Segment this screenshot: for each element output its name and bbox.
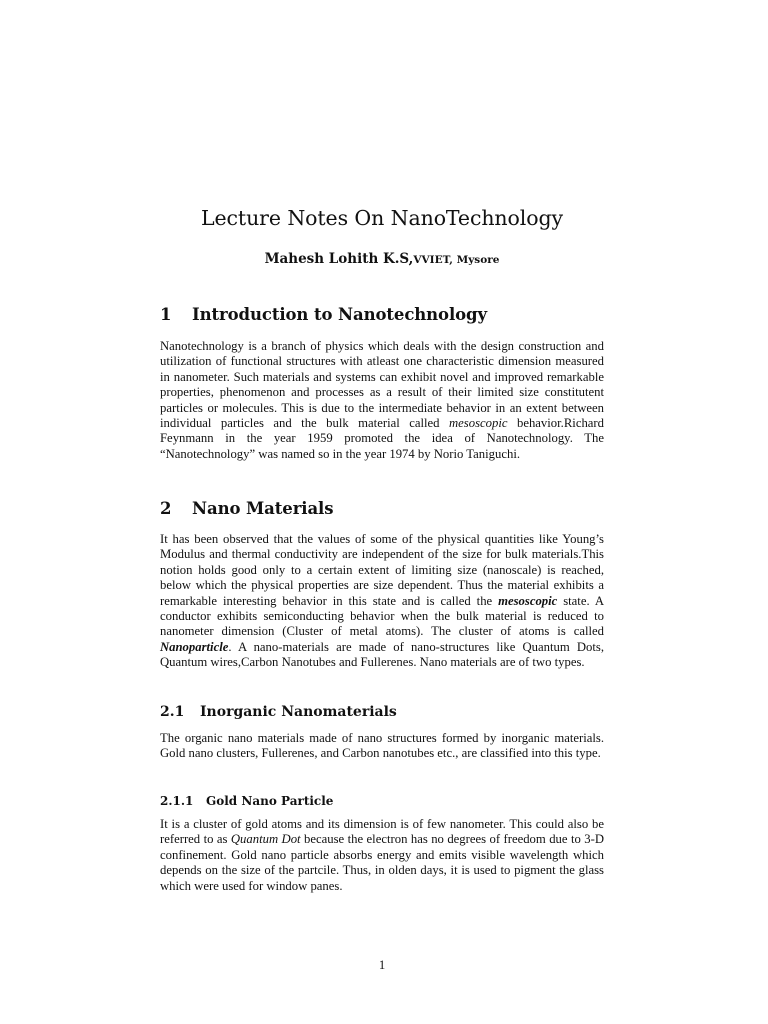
section-title: Introduction to Nanotechnology [192, 305, 487, 324]
subsubsection-title: Gold Nano Particle [206, 794, 334, 808]
paragraph-text: behavior.Richard Feynmann in the year 1959 promoted the idea of Nanotechnology. The “Nanotechnology” was named so in the year 1974 by Norio Taniguchi. [160, 416, 604, 461]
author-name: Mahesh Lohith K.S, [264, 251, 414, 267]
section-introduction [160, 305, 604, 462]
subsection-title: Inorganic Nanomaterials [200, 704, 397, 720]
subsection-paragraph: The organic nano materials made of nano structures formed by inorganic materials. Gold nano clusters, Fullerenes, and Carbon nanotubes etc., are classified into this type. [160, 731, 604, 761]
subsubsection-number: 2.1.1 [160, 794, 194, 808]
section-title: Nano Materials [192, 499, 334, 518]
paragraph-text: It is a cluster of gold atoms and its dimension is of few nanometer. This could also be referred to as [160, 817, 604, 847]
subsubsection-paragraph [160, 817, 604, 894]
paragraph-text: . A nano-materials are made of nano-structures like Quantum Dots, Quantum wires,Carbon Nanotubes and Fullerenes. Nano materials are of two types. [160, 639, 604, 670]
page-number: 1 [378, 958, 386, 972]
section-number: 1 [160, 305, 172, 324]
paragraph-text: It has been observed that the values of some of the physical quantities like Young’s Modulus and thermal conductivity are independent of the size for bulk materials.This notion holds good only to a certain extent of limiting size (nanoscale) is reached, below which the physical properties are size dependent. Thus the material exhibits a remarkable interesting behavior in this state and is called the [160, 532, 604, 608]
section-nano-materials [160, 499, 604, 671]
bold-emphasis-text: mesoscopic [498, 593, 558, 608]
document-title: Lecture Notes On NanoTechnology [201, 206, 563, 230]
subsection-heading [160, 704, 604, 720]
subsection-number: 2.1 [160, 704, 185, 720]
paragraph-text: because the electron has no degrees of freedom due to 3-D confinement. Gold nano particle absorbs energy and emits visible wavelength which depends on the size of the partcile. Thus, in olden days, it is used to pigment the glass which were used for window panes. [160, 832, 605, 893]
paragraph-text: state. A conductor exhibits semiconducting behavior when the bulk material is reduced to nanometer dimension (Cluster of metal atoms). The cluster of atoms is called [160, 593, 604, 639]
paragraph-text: Nanotechnology is a branch of physics which deals with the design construction and utilization of functional structures with atleast one characteristic dimension measured in nanometer. Such materials and systems can exhibit novel and improved remarkable properties, phenomenon and processes as a result of their limited size constitutent particles or molecules. This is due to the intermediate behavior in an extent between individual particles and the bulk material called [160, 339, 604, 431]
document-page [160, 0, 604, 1024]
subsection-inorganic-nanomaterials [160, 704, 604, 762]
section-heading [160, 499, 604, 518]
section-paragraph [160, 339, 604, 462]
author-affiliation: VVIET, Mysore [413, 254, 500, 266]
section-paragraph [160, 532, 604, 671]
author-line [160, 251, 604, 267]
section-number: 2 [160, 499, 172, 518]
emphasis-text: mesoscopic [449, 416, 508, 431]
subsubsection-heading [160, 794, 604, 808]
emphasis-text: Quantum Dot [230, 832, 301, 847]
bold-emphasis-text: Nanoparticle [160, 639, 229, 654]
subsubsection-gold-nano-particle [160, 794, 604, 894]
section-heading [160, 305, 604, 324]
